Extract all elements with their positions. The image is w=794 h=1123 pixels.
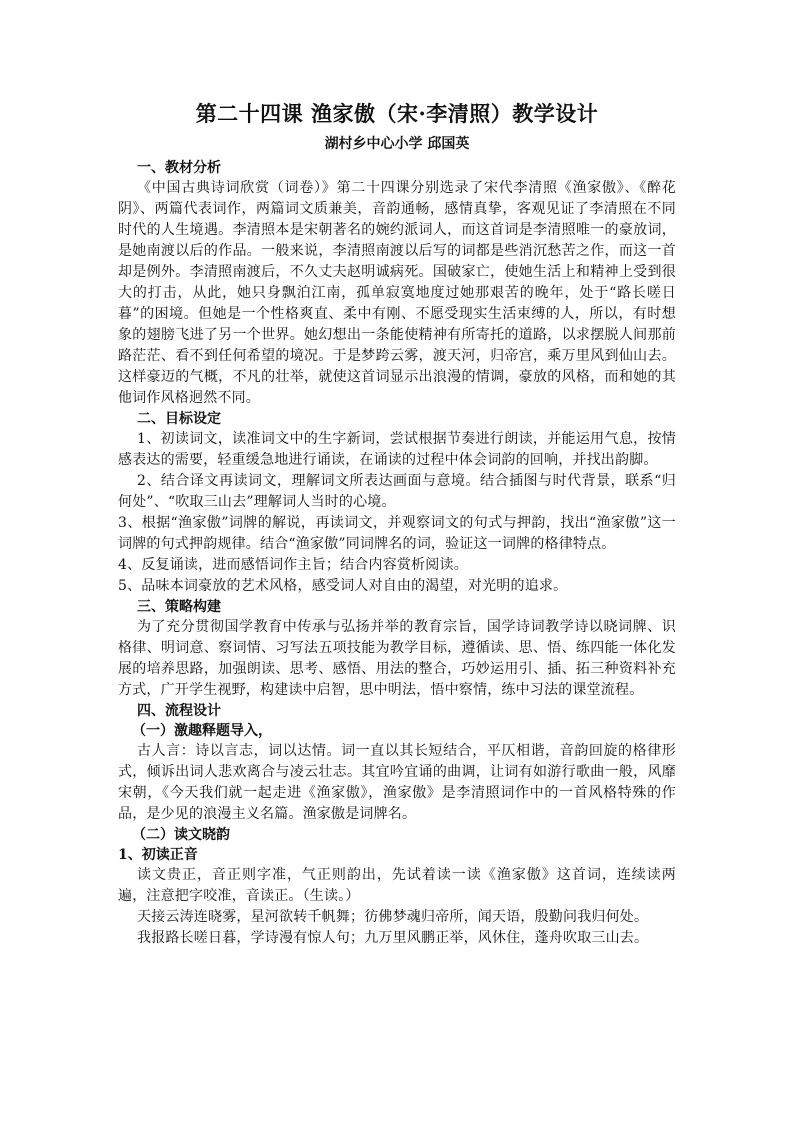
document-title: 第二十四课 渔家傲（宋·李清照）教学设计 [195, 101, 599, 126]
subsection-heading-read-rhyme: （二）读文晓韵 [132, 827, 230, 843]
goal-item-1: 1、初读词文，读准词文中的生字新词，尝试根据节奏进行朗读，并能运用气息，按情感表达的需要，轻重缓急地进行诵读，在诵读的过程中体会词韵的回响，并找出韵脚。 [118, 431, 676, 468]
document-content [118, 100, 676, 949]
intro-paragraph: 古人言：诗以言志，词以达情。词一直以其长短结合，平仄相谐，音韵回旋的格律形式，倾诉出词人悲欢离合与凌云壮志。其宜吟宜诵的曲调，让词有如游行歌曲一般，风靡宋朝，《今天我们就一起走进《渔家傲》，渔家傲》是李清照词作中的一首风格特殊的作品，是少见的浪漫主义名篇。渔家傲是词牌名。 [118, 743, 676, 822]
goal-item-3: 3、根据“渔家傲”词牌的解说，再读词文，并观察词文的句式与押韵，找出“渔家傲”这一词牌的句式押韵规律。结合“渔家傲”同词牌名的词，验证这一词牌的格律特点。 [118, 515, 676, 552]
document-author: 湖村乡中心小学 邱国英 [324, 136, 470, 152]
section-heading-goals: 二、目标设定 [137, 411, 221, 427]
subsection-heading-intro: （一）激趣释题导入， [132, 723, 272, 739]
goal-item-5: 5、品味本词豪放的艺术风格，感受词人对自由的渴望，对光明的追求。 [118, 578, 568, 594]
section-heading-strategy: 三、策略构建 [137, 599, 221, 615]
poem-line-1: 天接云涛连晓雾，星河欲转千帆舞；彷佛梦魂归帝所，闻天语，殷勤问我归何处。 [137, 909, 649, 925]
goal-item-4: 4、反复诵读，进而感悟词作主旨；结合内容赏析阅读。 [118, 557, 468, 573]
item-heading-first-reading: 1、初读正音 [118, 847, 198, 863]
section-heading-process: 四、流程设计 [137, 703, 221, 719]
poem-line-2: 我报路长嗟日暮，学诗漫有惊人句；九万里风鹏正举，风休住，蓬舟吹取三山去。 [137, 930, 649, 946]
first-reading-paragraph: 读文贵正，音正则字准，气正则韵出，先试着读一读《渔家傲》这首词，连续读两遍，注意把字咬准，音读正。（生读。） [118, 867, 676, 904]
textbook-analysis-paragraph: 《中国古典诗词欣赏（词卷）》第二十四课分别选录了宋代李清照《渔家傲》、《醉花阴》、两篇代表词作，两篇词文质兼美，音韵通畅，感情真挚，客观见证了李清照在不同时代的人生境遇。李清照本是宋朝著名的婉约派词人，而这首词是李清照唯一的豪放词，是她南渡以后的作品。一般来说，李清照南渡以后写的词都是些消沉愁苦之作，而这一首却是例外。李清照南渡后，不久丈夫赵明诚病死。国破家亡，使她生活上和精神上受到很大的打击，从此，她只身飘泊江南，孤单寂寞地度过她那艰苦的晚年，处于“路长嗟日暮”的困境。但她是一个性格爽直、柔中有刚、不愿受现实生活束缚的人，所以，有时想象的翅膀飞进了另一个世界。她幻想出一条能使精神有所寄托的道路，以求摆脱人间那前路茫茫、看不到任何希望的境况。于是梦跨云雾，渡天河，归帝宫，乘万里风到仙山去。这样豪迈的气概，不凡的壮举，就使这首词显示出浪漫的情调，豪放的风格，而和她的其他词作风格迥然不同。 [118, 180, 676, 406]
section-heading-textbook-analysis: 一、教材分析 [137, 160, 221, 176]
goal-item-2: 2、结合译文再读词文，理解词文所表达画面与意境。结合插图与时代背景，联系“归何处”、“吹取三山去”理解词人当时的心境。 [118, 473, 676, 510]
strategy-paragraph: 为了充分贯彻国学教育中传承与弘扬并举的教育宗旨，国学诗词教学诗以晓词牌、识格律、明词意、察词情、习写法五项技能为教学目标，遵循读、思、悟、练四能一体化发展的培养思路，加强朗读、思考、感悟、用法的整合，巧妙运用引、插、拓三种资料补充方式，广开学生视野，构建读中启智，思中明法，悟中察情，练中习法的课堂流程。 [118, 619, 676, 698]
